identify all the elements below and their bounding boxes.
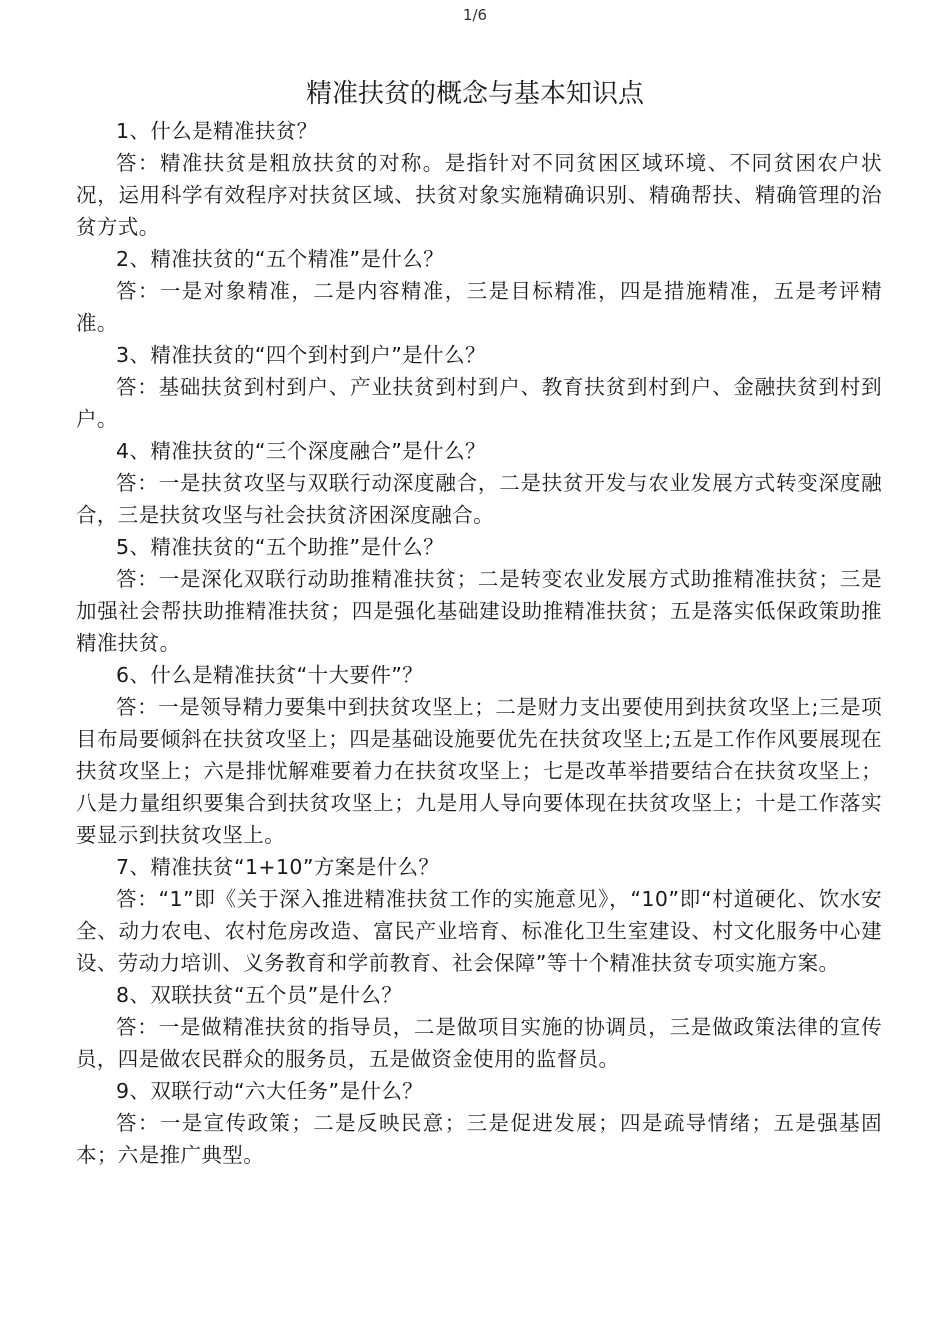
question-4: 4、精准扶贫的“三个深度融合”是什么？	[116, 439, 486, 463]
page-number: 1/6	[462, 6, 488, 24]
answer-3: 答：基础扶贫到村到户、产业扶贫到村到户、教育扶贫到村到户、金融扶贫到村到户。	[76, 375, 882, 431]
document-body	[76, 115, 882, 1171]
question-7: 7、精准扶贫“1+10”方案是什么？	[116, 855, 440, 879]
question-8: 8、双联扶贫“五个员”是什么？	[116, 983, 403, 1007]
answer-5: 答：一是深化双联行动助推精准扶贫；二是转变农业发展方式助推精准扶贫；三是加强社会帮扶助推精准扶贫；四是强化基础建设助推精准扶贫；五是落实低保政策助推精准扶贫。	[76, 567, 882, 655]
answer-9: 答：一是宣传政策；二是反映民意；三是促进发展；四是疏导情绪；五是强基固本；六是推广典型。	[76, 1111, 882, 1167]
question-6: 6、什么是精准扶贫“十大要件”？	[116, 663, 424, 687]
answer-1: 答：精准扶贫是粗放扶贫的对称。是指针对不同贫困区域环境、不同贫困农户状况，运用科学有效程序对扶贫区域、扶贫对象实施精确识别、精确帮扶、精确管理的治贫方式。	[76, 151, 882, 239]
question-9: 9、双联行动“六大任务”是什么？	[116, 1079, 424, 1103]
answer-8: 答：一是做精准扶贫的指导员，二是做项目实施的协调员，三是做政策法律的宣传员，四是做农民群众的服务员，五是做资金使用的监督员。	[76, 1015, 882, 1071]
answer-7: 答：“1”即《关于深入推进精准扶贫工作的实施意见》，“10”即“村道硬化、饮水安全、动力农电、农村危房改造、富民产业培育、标准化卫生室建设、村文化服务中心建设、劳动力培训、义务教育和学前教育、社会保障”等十个精准扶贫专项实施方案。	[76, 887, 882, 975]
question-1: 1、什么是精准扶贫？	[116, 119, 318, 143]
answer-6: 答：一是领导精力要集中到扶贫攻坚上；二是财力支出要使用到扶贫攻坚上;三是项目布局要倾斜在扶贫攻坚上；四是基础设施要优先在扶贫攻坚上;五是工作作风要展现在扶贫攻坚上；六是排忧解难要着力在扶贫攻坚上；七是改革举措要结合在扶贫攻坚上；八是力量组织要集合到扶贫攻坚上；九是用人导向要体现在扶贫攻坚上；十是工作落实要显示到扶贫攻坚上。	[76, 695, 882, 847]
question-5: 5、精准扶贫的“五个助推”是什么？	[116, 535, 445, 559]
answer-2: 答：一是对象精准，二是内容精准，三是目标精准，四是措施精准，五是考评精准。	[76, 279, 882, 335]
question-3: 3、精准扶贫的“四个到村到户”是什么？	[116, 343, 486, 367]
page-title: 精准扶贫的概念与基本知识点	[305, 79, 644, 109]
question-2: 2、精准扶贫的“五个精准”是什么？	[116, 247, 445, 271]
answer-4: 答：一是扶贫攻坚与双联行动深度融合，二是扶贫开发与农业发展方式转变深度融合，三是扶贫攻坚与社会扶贫济困深度融合。	[76, 471, 882, 527]
